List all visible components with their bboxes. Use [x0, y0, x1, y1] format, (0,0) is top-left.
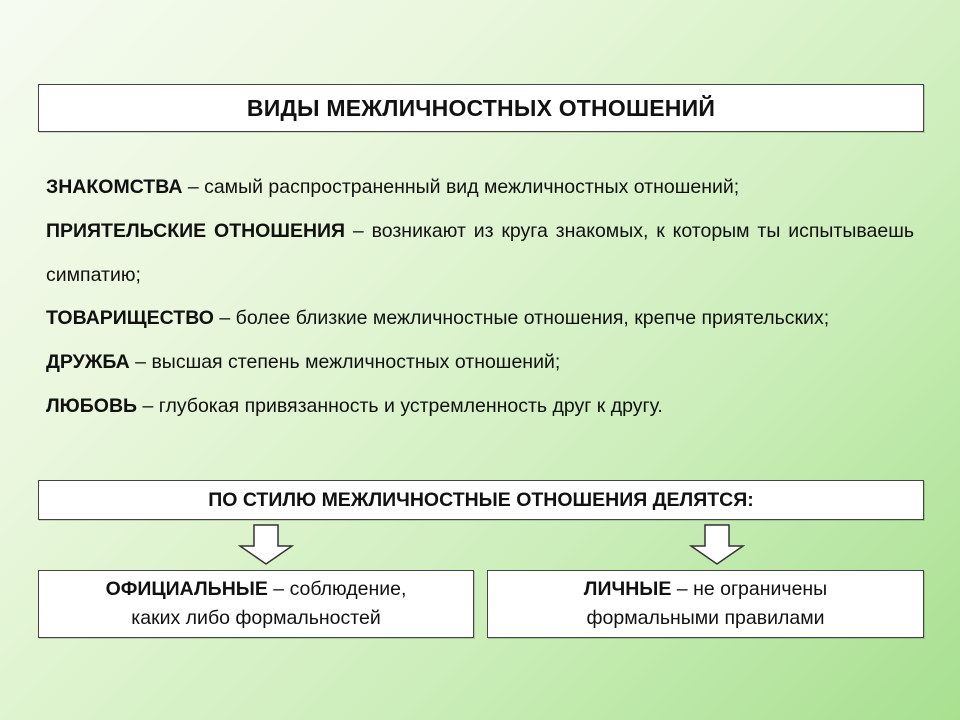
personal-text: – не ограничены	[671, 578, 828, 600]
definition-item	[46, 166, 914, 210]
definition-term: ЗНАКОМСТВА	[46, 176, 183, 198]
personal-relations-box	[487, 570, 924, 638]
down-arrow-icon	[238, 524, 294, 566]
definition-item	[46, 341, 914, 385]
official-relations-box	[38, 570, 474, 638]
personal-line-1	[584, 575, 827, 604]
definition-term: ЛЮБОВЬ	[46, 394, 138, 417]
official-term: ОФИЦИАЛЬНЫЕ	[105, 578, 268, 600]
definition-text: – высшая степень межличностных отношений;	[129, 351, 561, 374]
official-text: – соблюдение,	[267, 578, 407, 600]
definition-text: – более близкие межличностные отношения, крепче приятельских;	[213, 307, 830, 330]
page-title: ВИДЫ МЕЖЛИЧНОСТНЫХ ОТНОШЕНИЙ	[246, 94, 716, 121]
division-heading-box	[38, 480, 924, 520]
definition-item	[46, 210, 914, 298]
official-line-1	[106, 575, 407, 604]
definition-term: ДРУЖБА	[46, 351, 130, 374]
division-heading: ПО СТИЛЮ МЕЖЛИЧНОСТНЫЕ ОТНОШЕНИЯ ДЕЛЯТСЯ:	[208, 488, 754, 511]
personal-line-2: формальными правилами	[586, 607, 825, 629]
definition-item	[46, 297, 914, 341]
personal-term: ЛИЧНЫЕ	[583, 578, 672, 600]
down-arrow-icon	[689, 524, 745, 566]
definition-term: ТОВАРИЩЕСТВО	[46, 307, 214, 330]
definition-text: – возникают из круга знакомых, к которым ты испытываешь симпатию;	[46, 219, 914, 286]
definition-text: – самый распространенный вид межличностных отношений;	[182, 176, 740, 198]
definition-term: ПРИЯТЕЛЬСКИЕ ОТНОШЕНИЯ	[46, 219, 346, 242]
title-box	[38, 84, 924, 132]
definition-item	[46, 385, 914, 429]
definition-text: – глубокая привязанность и устремленность друг к другу.	[137, 394, 663, 417]
definitions-list	[46, 166, 914, 429]
official-line-2: каких либо формальностей	[131, 607, 381, 629]
